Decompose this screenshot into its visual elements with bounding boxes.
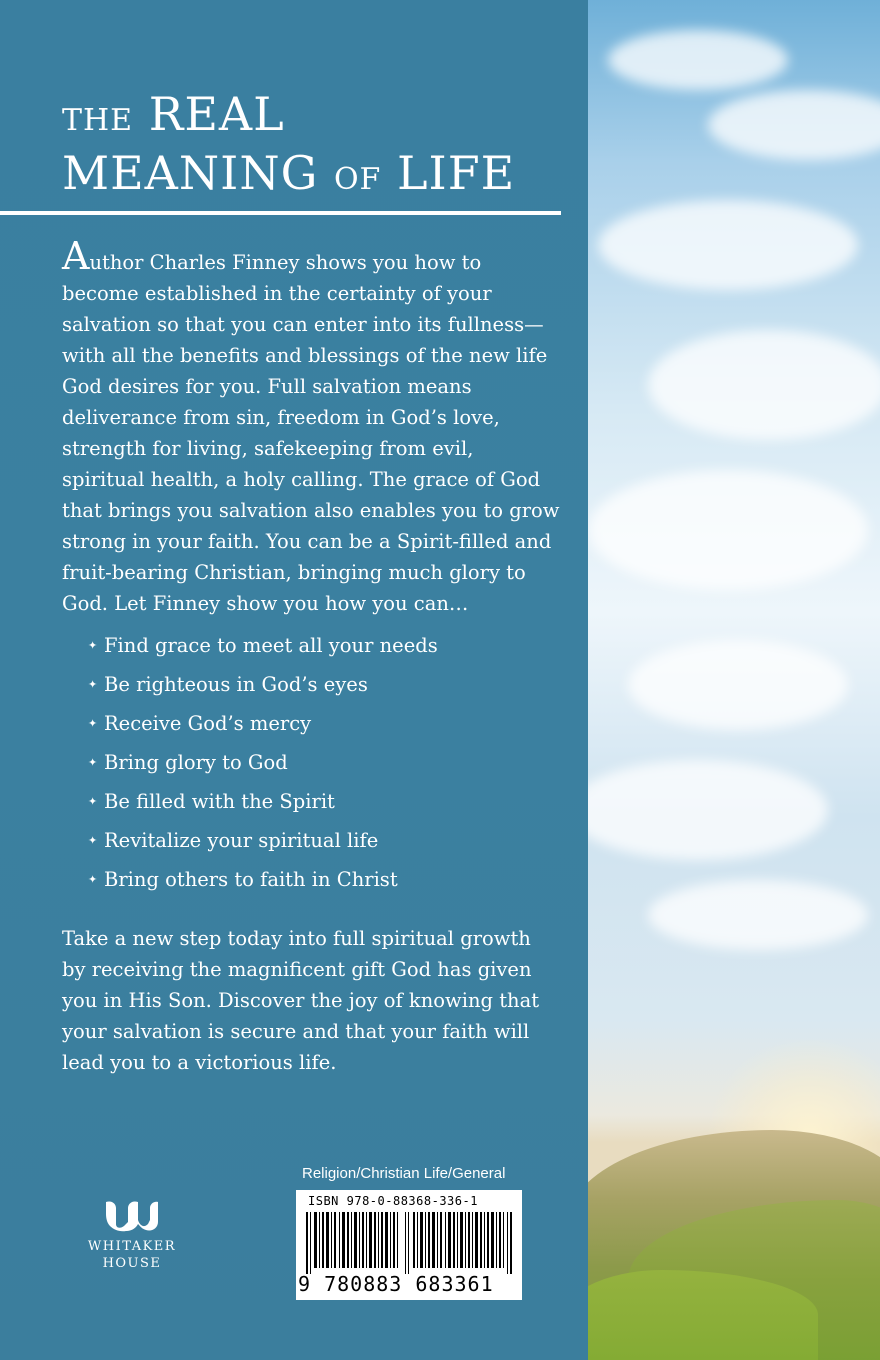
bullet-icon: ✦: [88, 873, 98, 886]
list-item: ✦ Receive God’s mercy: [88, 704, 438, 743]
intro-paragraph: [62, 234, 562, 619]
list-item: ✦ Be righteous in God’s eyes: [88, 665, 438, 704]
list-item: ✦ Find grace to meet all your needs: [88, 626, 438, 665]
publisher-name-line2: HOUSE: [102, 1256, 162, 1271]
bullet-icon: ✦: [88, 795, 98, 808]
category-label: Religion/Christian Life/General: [302, 1165, 506, 1182]
title-word-the: THE: [62, 103, 134, 138]
barcode-bars: [306, 1212, 512, 1274]
list-item: ✦ Be filled with the Spirit: [88, 782, 438, 821]
isbn-barcode: [296, 1190, 522, 1300]
bullet-icon: ✦: [88, 678, 98, 691]
bullet-icon: ✦: [88, 639, 98, 652]
barcode-digits: 9 780883 683361: [298, 1272, 494, 1296]
title-word-meaning: MEANING: [62, 146, 319, 200]
benefits-list: [88, 626, 438, 899]
title-word-life: LIFE: [397, 146, 516, 200]
book-title: [62, 88, 515, 206]
intro-dropcap: A: [62, 234, 90, 278]
publisher-logo: [82, 1198, 182, 1272]
bullet-icon: ✦: [88, 834, 98, 847]
list-item: ✦ Bring others to faith in Christ: [88, 860, 438, 899]
list-item: ✦ Revitalize your spiritual life: [88, 821, 438, 860]
title-word-real: REAL: [148, 87, 285, 141]
list-item: ✦ Bring glory to God: [88, 743, 438, 782]
sky-landscape-image: [588, 0, 880, 1360]
bullet-icon: ✦: [88, 756, 98, 769]
closing-paragraph: Take a new step today into full spiritual growth by receiving the magnificent gift God has given you in His Son. Discover the joy of knowing that your salvation is secure and that your faith will lead you to a victorious life.: [62, 927, 540, 1074]
isbn-label: ISBN 978-0-88368-336-1: [308, 1194, 478, 1208]
title-word-of: OF: [333, 162, 382, 197]
publisher-name-line1: WHITAKER: [87, 1239, 177, 1254]
publisher-w-icon: [102, 1198, 162, 1232]
bullet-icon: ✦: [88, 717, 98, 730]
title-divider: [0, 211, 561, 215]
intro-text: uthor Charles Finney shows you how to become established in the certainty of your salvation so that you can enter into its fullness—with all the benefits and blessings of the new life God desires for you. Full salvation means deliverance from sin, freedom in God’s love, strength for living, safekeeping from evil, spiritual health, a holy calling. The grace of God that brings you salvation also enables you to grow strong in your faith. You can be a Spirit-filled and fruit-bearing Christian, bringing much glory to God. Let Finney show you how you can…: [62, 251, 560, 615]
